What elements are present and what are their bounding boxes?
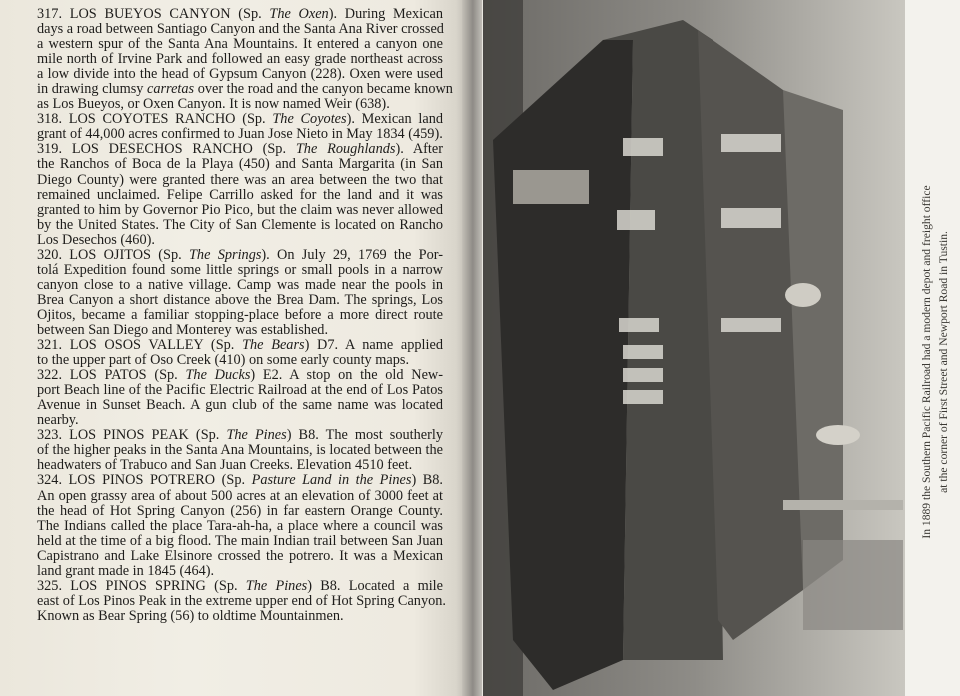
entry-324 — [37, 473, 443, 578]
entry-line — [37, 564, 443, 579]
person-figure — [816, 425, 860, 445]
italic-translation: The Ducks — [185, 367, 251, 384]
entry-line — [37, 519, 443, 534]
text-segment: 322. LOS PATOS (Sp. — [37, 367, 186, 384]
text-segment: 317. LOS BUEYOS CANYON (Sp. — [37, 6, 270, 22]
entry-line — [37, 534, 443, 549]
text-segment: the Ranchos of Boca de la Playa (450) and Santa Margarita (in San — [37, 156, 443, 173]
text-segment: Avenue in Sunset Beach. A gun club of the same name was located — [37, 397, 443, 414]
text-segment: ). On July 29, 1769 the Por- — [261, 246, 443, 263]
entry-317 — [37, 6, 453, 113]
gazetteer-entries — [37, 6, 453, 624]
italic-translation: The Coyotes — [272, 111, 347, 128]
italic-translation: The Bears — [242, 337, 305, 354]
caption-line: at the corner of First Street and Newport Road in Tustin. — [937, 231, 950, 493]
text-segment: port Beach line of the Pacific Electric Railroad at the end of Los Patos — [37, 382, 443, 399]
entry-line — [37, 353, 443, 368]
entry-line — [37, 278, 443, 293]
entry-line — [37, 188, 443, 203]
text-segment: 318. LOS COYOTES RANCHO (Sp. — [37, 111, 273, 128]
text-segment: mile north of Irvine Park and followed an easy grade northeast across — [37, 51, 443, 68]
entry-line — [37, 398, 443, 413]
entry-line — [37, 233, 443, 248]
text-segment: canyon close to a native village. Camp was made near the pools in — [37, 276, 443, 293]
entry-line — [37, 428, 443, 443]
text-segment: a western spur of the Santa Ana Mountains. It entered a canyon one — [37, 36, 443, 53]
text-segment: between San Diego and Monterey was established. — [37, 321, 329, 338]
text-segment: ) E2. A stop on the old New- — [250, 367, 444, 384]
entry-line — [37, 443, 443, 458]
text-segment: 321. LOS OSOS VALLEY (Sp. — [37, 337, 243, 354]
entry-line — [37, 173, 443, 188]
text-segment: a low divide into the head of Gypsum Canyon (228). Oxen were used — [37, 66, 443, 83]
text-segment: granted to him by Governor Pio Pico, but the claim was never allowed — [37, 201, 443, 218]
entry-line — [37, 263, 443, 278]
entry-322 — [37, 368, 443, 428]
entry-line — [37, 37, 443, 52]
entry-318 — [37, 112, 443, 142]
entry-323 — [37, 428, 443, 473]
text-segment: 324. LOS PINOS POTRERO (Sp. — [37, 472, 252, 489]
text-segment: tolá Expedition found some little springs or small pools in a narrow — [37, 261, 443, 278]
text-segment: 320. LOS OJITOS (Sp. — [37, 246, 189, 263]
italic-translation: The Springs — [188, 246, 262, 263]
entry-line — [37, 592, 446, 609]
entry-line — [37, 489, 443, 504]
entry-line — [37, 22, 443, 37]
text-segment: Ojitos, became a familiar stopping-place before a more direct route — [37, 306, 443, 323]
text-segment: headwaters of Trabuco and San Juan Creeks. Elevation 4510 feet. — [37, 457, 413, 474]
text-segment: nearby. — [37, 412, 79, 429]
entry-line — [37, 67, 443, 82]
entry-line — [37, 112, 443, 127]
left-page — [0, 0, 470, 696]
text-segment: ). Mexican land — [346, 111, 443, 128]
entry-line — [37, 97, 443, 112]
text-segment: Brea Canyon a short distance above the Brea Dam. The springs, Los — [37, 291, 443, 308]
entry-line — [37, 338, 443, 353]
italic-translation: The Pines — [245, 577, 308, 594]
text-segment: The Indians called the place Tara-ah-ha, a place where a council was — [37, 517, 443, 534]
text-segment: ) D7. A name applied — [304, 337, 443, 354]
entry-line — [37, 203, 443, 218]
text-segment: over the road and the canyon became known — [194, 81, 453, 98]
text-segment: Diego County) were granted there was an area between the two that — [37, 171, 443, 188]
entry-line — [37, 473, 443, 488]
text-segment: An open grassy area of about 500 acres at an elevation of 3000 feet at — [37, 487, 443, 504]
text-segment: ). After — [395, 141, 443, 158]
photo-caption — [918, 182, 952, 542]
text-segment: ) B8. Located a mile — [307, 577, 443, 594]
text-segment: Los Desechos (460). — [37, 231, 155, 248]
entry-line — [37, 142, 443, 157]
text-segment: days a road between Santiago Canyon and the Santa Ana River crossed — [37, 21, 444, 38]
entry-line — [37, 458, 443, 473]
text-segment: 323. LOS PINOS PEAK (Sp. — [37, 427, 227, 444]
text-segment: the head of Hot Spring Canyon (256) in far eastern Orange County. — [37, 502, 443, 519]
text-segment: Capistrano and Lake Elsinore crossed the potrero. It was a Mexican — [37, 547, 443, 564]
entry-line — [37, 323, 443, 338]
text-segment: ) B8. — [411, 472, 443, 489]
italic-translation: The Pines — [226, 427, 287, 444]
text-segment: land grant made in 1845 (464). — [37, 562, 215, 579]
entry-line — [37, 157, 443, 172]
entry-line — [37, 7, 443, 22]
caption-line: In 1889 the Southern Pacific Railroad had a modern depot and freight office — [920, 185, 933, 539]
depot-photograph — [483, 0, 905, 696]
text-segment: 319. LOS DESECHOS RANCHO (Sp. — [37, 141, 296, 158]
text-segment: by the United States. The City of San Clemente is located on Rancho — [37, 216, 443, 233]
text-segment: in drawing clumsy — [37, 81, 147, 98]
entry-319 — [37, 142, 443, 247]
entry-320 — [37, 248, 443, 338]
chimney — [513, 170, 589, 204]
entry-line — [37, 549, 443, 564]
entry-line — [37, 81, 453, 98]
entry-line — [37, 308, 443, 323]
text-segment: as Los Bueyos, or Oxen Canyon. It is now named Weir (638). — [37, 96, 390, 113]
person-figure — [785, 283, 821, 307]
entry-line — [37, 504, 443, 519]
entry-line — [37, 293, 443, 308]
entry-line — [37, 579, 443, 594]
entry-line — [37, 218, 443, 233]
entry-line — [37, 413, 443, 428]
italic-translation: The Roughlands — [295, 141, 396, 158]
entry-line — [37, 52, 443, 67]
entry-321 — [37, 338, 443, 368]
entry-325 — [37, 577, 446, 624]
entry-line — [37, 127, 443, 142]
text-segment: to the upper part of Oso Creek (410) on some early county maps. — [37, 352, 410, 369]
text-segment: grant of 44,000 acres confirmed to Juan Jose Nieto in May 1834 (459). — [37, 126, 443, 143]
entry-line — [37, 609, 443, 624]
text-segment: ) B8. The most southerly — [286, 427, 443, 444]
text-segment: held at the time of a big flood. The main Indian trail between San Juan — [37, 532, 443, 549]
depot-roof — [493, 40, 633, 690]
italic-translation: The Oxen — [269, 6, 329, 22]
text-segment: Known as Bear Spring (56) to oldtime Mountainmen. — [37, 607, 344, 624]
text-segment: 325. LOS PINOS SPRING (Sp. — [37, 577, 246, 594]
italic-translation: Pasture Land in the Pines — [251, 472, 412, 489]
text-segment: of the higher peaks in the Santa Ana Mountains, is located between the — [37, 442, 443, 459]
text-segment: remained unclaimed. Felipe Carrillo asked for the land and it was — [37, 186, 443, 203]
text-segment: ). During Mexican — [328, 6, 443, 22]
italic-translation: carretas — [147, 81, 195, 98]
text-segment: east of Los Pinos Peak in the extreme upper end of Hot Spring Canyon. — [37, 592, 446, 609]
entry-line — [37, 248, 443, 263]
entry-line — [37, 383, 443, 398]
entry-line — [37, 368, 443, 383]
